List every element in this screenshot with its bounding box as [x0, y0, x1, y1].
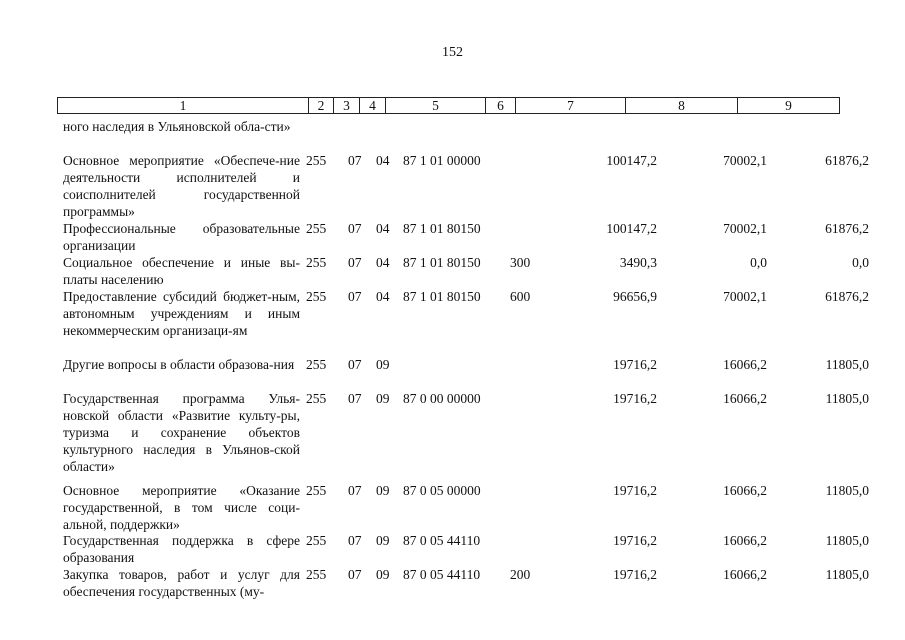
row-code-subsection: 09: [376, 533, 390, 548]
row-code-subsection: [376, 118, 403, 135]
header-col-4: 4: [360, 98, 386, 113]
row-code-subsection: 09: [376, 357, 390, 372]
row-name: Государственная программа Улья-новской области «Развитие культу-ры, туризма и сохранение объектов культурного наследия в Ульянов-ской области»: [63, 391, 300, 474]
row-amount-3: 11805,0: [825, 483, 869, 498]
row-name: Профессиональные образовательные организации: [63, 221, 300, 253]
row-amount-2: 16066,2: [723, 567, 767, 582]
row-code-expense-type: [510, 356, 547, 373]
row-amount-3: 0,0: [852, 255, 869, 270]
row-amount-2: 16066,2: [723, 357, 767, 372]
row-name: Основное мероприятие «Обеспече-ние деятельности исполнителей и соисполнителей государственной программы»: [63, 153, 300, 219]
row-code-section: 07: [348, 221, 362, 236]
row-amount-2: [657, 118, 767, 135]
row-amount-3: 11805,0: [825, 391, 869, 406]
row-code-target: 87 0 05 44110: [403, 533, 481, 548]
table-row: [63, 118, 869, 135]
row-name: Государственная поддержка в сфере образования: [63, 533, 300, 565]
header-col-6: 6: [486, 98, 516, 113]
row-name: ного наследия в Ульяновской обла-сти»: [63, 119, 291, 134]
row-code-section: 07: [348, 255, 362, 270]
header-col-5: 5: [386, 98, 486, 113]
row-amount-2: 0,0: [750, 255, 767, 270]
table-row: [63, 566, 869, 600]
row-code-ministry: 255: [306, 153, 327, 168]
row-code-section: 07: [348, 391, 362, 406]
row-code-ministry: 255: [306, 289, 327, 304]
row-code-ministry: 255: [306, 391, 327, 406]
table-row: [63, 254, 869, 288]
row-code-ministry: 255: [306, 483, 327, 498]
row-name: Социальное обеспечение и иные вы-платы населению: [63, 255, 300, 287]
row-code-expense-type: [510, 532, 547, 566]
row-amount-1: 100147,2: [606, 153, 657, 168]
header-col-1: 1: [58, 98, 309, 113]
row-code-target: 87 1 01 80150: [403, 255, 481, 270]
row-amount-1: 3490,3: [619, 255, 657, 270]
row-code-section: 07: [348, 153, 362, 168]
table-header: [57, 97, 840, 114]
table-row: [63, 288, 869, 339]
row-code-subsection: 09: [376, 483, 390, 498]
row-code-subsection: 04: [376, 255, 390, 270]
row-code-ministry: 255: [306, 357, 327, 372]
row-amount-1: 96656,9: [613, 289, 657, 304]
table-row: [63, 482, 869, 533]
row-name: Основное мероприятие «Оказание государственной, в том числе соци-альной, поддержки»: [63, 483, 300, 532]
row-code-expense-type: [510, 482, 547, 533]
row-amount-3: [767, 118, 869, 135]
row-amount-1: 19716,2: [613, 533, 657, 548]
row-amount-2: 70002,1: [723, 153, 767, 168]
table-row: [63, 532, 869, 566]
table-row: [63, 152, 869, 220]
header-col-2: 2: [309, 98, 334, 113]
row-code-expense-type: 200: [510, 567, 531, 582]
row-amount-3: 61876,2: [825, 289, 869, 304]
row-code-ministry: [300, 118, 348, 135]
row-amount-3: 11805,0: [825, 567, 869, 582]
table-row: [63, 390, 869, 475]
row-code-subsection: 09: [376, 391, 390, 406]
row-amount-1: 19716,2: [613, 567, 657, 582]
row-code-target: 87 0 05 00000: [403, 483, 481, 498]
row-code-expense-type: [510, 152, 547, 220]
row-code-section: 07: [348, 533, 362, 548]
row-code-expense-type: 300: [510, 255, 531, 270]
row-code-expense-type: [510, 118, 547, 135]
row-code-subsection: 04: [376, 153, 390, 168]
row-code-ministry: 255: [306, 567, 327, 582]
header-col-7: 7: [516, 98, 626, 113]
row-amount-3: 61876,2: [825, 153, 869, 168]
row-code-target: 87 1 01 80150: [403, 221, 481, 236]
row-amount-3: 11805,0: [825, 533, 869, 548]
row-amount-2: 70002,1: [723, 289, 767, 304]
row-code-section: [348, 118, 376, 135]
row-code-ministry: 255: [306, 221, 327, 236]
row-code-subsection: 09: [376, 567, 390, 582]
row-amount-3: 11805,0: [825, 357, 869, 372]
row-name: Другие вопросы в области образова-ния: [63, 357, 295, 372]
row-code-subsection: 04: [376, 289, 390, 304]
row-code-section: 07: [348, 483, 362, 498]
row-code-expense-type: [510, 390, 547, 475]
row-amount-2: 16066,2: [723, 483, 767, 498]
row-code-section: 07: [348, 357, 362, 372]
row-amount-1: 19716,2: [613, 357, 657, 372]
row-code-target: 87 1 01 80150: [403, 289, 481, 304]
row-amount-2: 16066,2: [723, 391, 767, 406]
header-col-8: 8: [626, 98, 738, 113]
row-code-target: 87 0 00 00000: [403, 391, 481, 406]
row-code-section: 07: [348, 567, 362, 582]
header-col-9: 9: [785, 98, 792, 113]
row-code-target: [403, 356, 510, 373]
row-code-target: [403, 118, 510, 135]
row-code-expense-type: 600: [510, 289, 531, 304]
row-name: Предоставление субсидий бюджет-ным, автономным учреждениям и иным некоммерческим организаци-ям: [63, 289, 300, 338]
row-code-subsection: 04: [376, 221, 390, 236]
row-amount-2: 70002,1: [723, 221, 767, 236]
row-code-target: 87 0 05 44110: [403, 567, 481, 582]
row-amount-2: 16066,2: [723, 533, 767, 548]
row-amount-3: 61876,2: [825, 221, 869, 236]
row-name: Закупка товаров, работ и услуг для обеспечения государственных (му-: [63, 567, 300, 599]
row-amount-1: 19716,2: [613, 391, 657, 406]
row-code-target: 87 1 01 00000: [403, 153, 481, 168]
page-number: 152: [442, 45, 463, 60]
table-row: [63, 356, 869, 373]
row-amount-1: [547, 118, 657, 135]
row-amount-1: 19716,2: [613, 483, 657, 498]
row-code-ministry: 255: [306, 255, 327, 270]
row-code-section: 07: [348, 289, 362, 304]
row-code-ministry: 255: [306, 533, 327, 548]
header-col-3: 3: [334, 98, 360, 113]
row-code-expense-type: [510, 220, 547, 254]
table-row: [63, 220, 869, 254]
row-amount-1: 100147,2: [606, 221, 657, 236]
